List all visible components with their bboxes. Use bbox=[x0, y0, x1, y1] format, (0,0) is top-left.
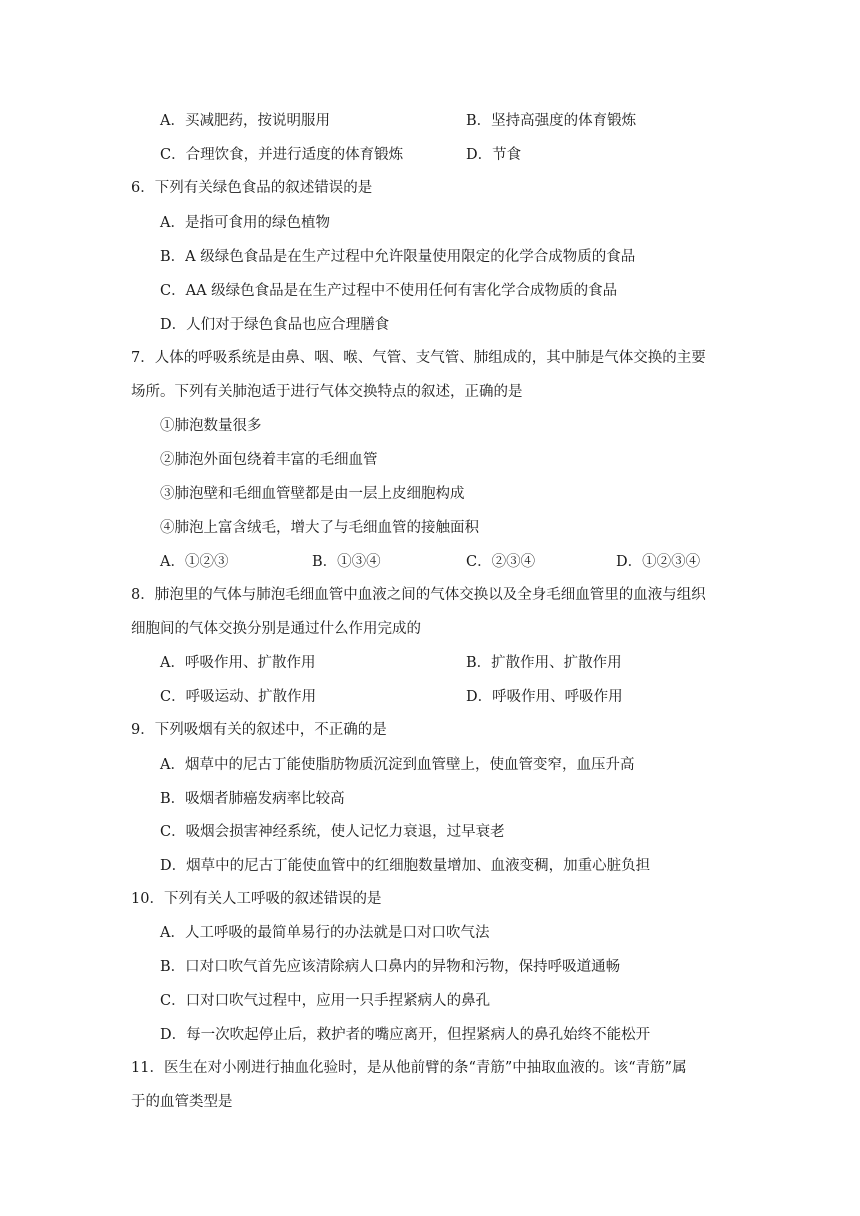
q7-statement-4: ④肺泡上富含绒毛，增大了与毛细血管的接触面积 bbox=[160, 520, 479, 536]
q9-option-d: D．烟草中的尼古丁能使血管中的红细胞数量增加、血液变稠，加重心脏负担 bbox=[160, 858, 651, 874]
q7-option-a: A．①②③ bbox=[160, 554, 229, 570]
q8-option-a: A．呼吸作用、扩散作用 bbox=[160, 655, 316, 671]
q10-stem: 10．下列有关人工呼吸的叙述错误的是 bbox=[131, 891, 382, 907]
q6-option-d: D．人们对于绿色食品也应合理膳食 bbox=[160, 317, 390, 333]
q9-option-b: B．吸烟者肺癌发病率比较高 bbox=[160, 791, 345, 807]
q7-stem-line2: 场所。下列有关肺泡适于进行气体交换特点的叙述，正确的是 bbox=[131, 384, 523, 400]
q7-stem-line1: 7．人体的呼吸系统是由鼻、咽、喉、气管、支气管、肺组成的，其中肺是气体交换的主要 bbox=[131, 350, 706, 366]
q5-option-d: D．节食 bbox=[466, 147, 522, 163]
q7-statement-2: ②肺泡外面包绕着丰富的毛细血管 bbox=[160, 452, 378, 468]
q7-option-c: C．②③④ bbox=[466, 554, 536, 570]
q6-option-a: A．是指可食用的绿色植物 bbox=[160, 215, 330, 231]
q6-option-b: B．A 级绿色食品是在生产过程中允许限量使用限定的化学合成物质的食品 bbox=[160, 249, 636, 265]
q9-stem: 9．下列吸烟有关的叙述中，不正确的是 bbox=[131, 722, 387, 738]
q10-option-a: A．人工呼吸的最简单易行的办法就是口对口吹气法 bbox=[160, 925, 490, 941]
q5-option-c: C．合理饮食，并进行适度的体育锻炼 bbox=[160, 147, 404, 163]
q8-stem-line1: 8．肺泡里的气体与肺泡毛细血管中血液之间的气体交换以及全身毛细血管里的血液与组织 bbox=[131, 587, 706, 603]
q9-option-c: C．吸烟会损害神经系统，使人记忆力衰退，过早衰老 bbox=[160, 824, 505, 840]
q10-option-b: B．口对口吹气首先应该清除病人口鼻内的异物和污物，保持呼吸道通畅 bbox=[160, 959, 621, 975]
q6-stem: 6．下列有关绿色食品的叙述错误的是 bbox=[131, 180, 373, 196]
q8-option-b: B．扩散作用、扩散作用 bbox=[466, 655, 622, 671]
q10-option-c: C．口对口吹气过程中，应用一只手捏紧病人的鼻孔 bbox=[160, 993, 491, 1009]
q5-option-b: B．坚持高强度的体育锻炼 bbox=[466, 113, 637, 129]
q10-option-d: D．每一次吹起停止后，救护者的嘴应离开，但捏紧病人的鼻孔始终不能松开 bbox=[160, 1027, 651, 1043]
q5-option-a: A．买减肥药，按说明服用 bbox=[160, 113, 330, 129]
q7-statement-3: ③肺泡壁和毛细血管壁都是由一层上皮细胞构成 bbox=[160, 486, 465, 502]
q9-option-a: A．烟草中的尼古丁能使脂肪物质沉淀到血管壁上，使血管变窄，血压升高 bbox=[160, 757, 635, 773]
q7-statement-1: ①肺泡数量很多 bbox=[160, 418, 262, 434]
q8-stem-line2: 细胞间的气体交换分别是通过什么作用完成的 bbox=[131, 621, 421, 637]
q7-option-b: B．①③④ bbox=[312, 554, 381, 570]
q8-option-d: D．呼吸作用、呼吸作用 bbox=[466, 689, 623, 705]
q11-stem-line2: 于的血管类型是 bbox=[131, 1094, 233, 1110]
q11-stem-line1: 11．医生在对小刚进行抽血化验时，是从他前臂的条“青筋”中抽取血液的。该“青筋”属 bbox=[131, 1060, 687, 1076]
q7-option-d: D．①②③④ bbox=[616, 554, 701, 570]
q8-option-c: C．呼吸运动、扩散作用 bbox=[160, 689, 317, 705]
q6-option-c: C．AA 级绿色食品是在生产过程中不使用任何有害化学合成物质的食品 bbox=[160, 283, 618, 299]
